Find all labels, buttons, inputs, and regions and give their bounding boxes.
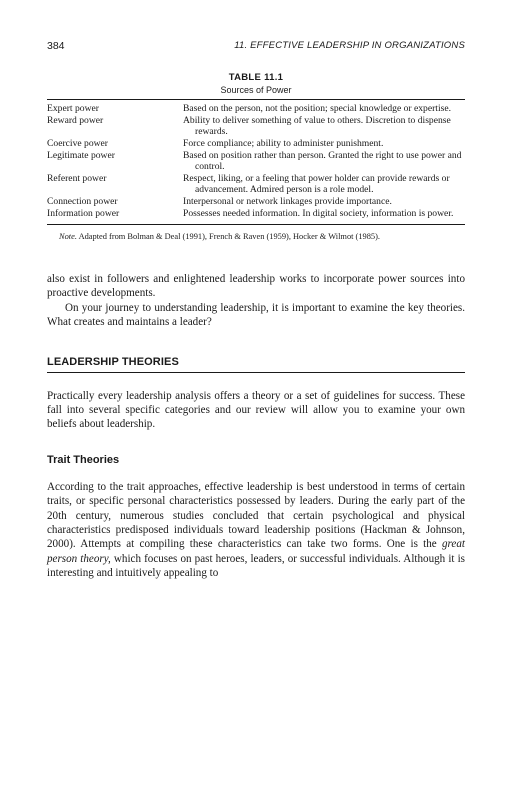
power-term: Connection power (47, 196, 118, 207)
table-row (47, 173, 465, 196)
trait-paragraph (47, 480, 465, 581)
subsection-heading: Trait Theories (47, 453, 120, 466)
chapter-title: 11. EFFECTIVE LEADERSHIP IN ORGANIZATIONS (234, 40, 465, 51)
table-title: Sources of Power (220, 85, 292, 95)
table-bottom-rule (47, 224, 465, 225)
power-description: Ability to deliver something of value to others. Discretion to dispense rewards. (183, 115, 451, 137)
power-term: Reward power (47, 115, 104, 126)
table-row (47, 196, 465, 208)
table-row (47, 138, 465, 150)
power-term: Expert power (47, 103, 99, 114)
section-paragraph: Practically every leadership analysis offers a theory or a set of guidelines for success. These fall into several specific categories and our review will allow you to examine your own beliefs about leadership. (47, 389, 465, 431)
power-description: Force compliance; ability to administer punishment. (183, 138, 384, 149)
table-row (47, 208, 465, 220)
table-row (47, 115, 465, 138)
note-text: Adapted from Bolman & Deal (1991), French & Raven (1959), Hocker & Wilmot (1985). (78, 232, 380, 241)
sources-of-power-table (47, 103, 465, 220)
power-term: Legitimate power (47, 150, 115, 161)
trait-paragraph-text: According to the trait approaches, effective leadership is best understood in terms of certain traits, or specific personal characteristics possessed by leaders. During the early part of the 20th century, numerous studies concluded that certain psychological and physical characteristics predisposed individuals toward leadership positions (Hackman & Johnson, 2000). Attempts at compiling these characteristics can take two forms. One is the (47, 480, 465, 551)
table-row (47, 103, 465, 115)
table-caption (47, 72, 465, 95)
section-rule (47, 372, 465, 373)
journey-paragraph: On your journey to understanding leadership, it is important to examine the key theories. What creates and maintains a leader? (47, 301, 465, 329)
continuation-paragraph: also exist in followers and enlightened leadership works to incorporate power sources into proactive developments. (47, 273, 465, 300)
power-term: Referent power (47, 173, 107, 184)
power-term: Coercive power (47, 138, 109, 149)
power-description: Respect, liking, or a feeling that power holder can provide rewards or advancement. Admired person is a role model. (183, 173, 450, 195)
power-term: Information power (47, 208, 120, 219)
section-heading: LEADERSHIP THEORIES (47, 355, 179, 368)
page-number: 384 (47, 40, 65, 52)
power-description: Possesses needed information. In digital society, information is power. (183, 208, 454, 219)
great-person-theory-term: great person theory, (47, 538, 465, 565)
note-label: Note. (59, 232, 77, 241)
power-description: Interpersonal or network linkages provide importance. (183, 196, 392, 207)
power-description: Based on position rather than person. Granted the right to use power and control. (183, 150, 462, 172)
book-page (47, 40, 465, 581)
table-row (47, 150, 465, 173)
table-top-rule (47, 99, 465, 100)
trait-paragraph-continuation: which focuses on past heroes, leaders, or successful individuals. Although it is interesting and intuitively appealing to (47, 552, 465, 580)
running-head (47, 40, 465, 54)
table-label: TABLE 11.1 (228, 72, 284, 83)
table-note (47, 231, 465, 242)
power-description: Based on the person, not the position; special knowledge or expertise. (183, 103, 452, 114)
